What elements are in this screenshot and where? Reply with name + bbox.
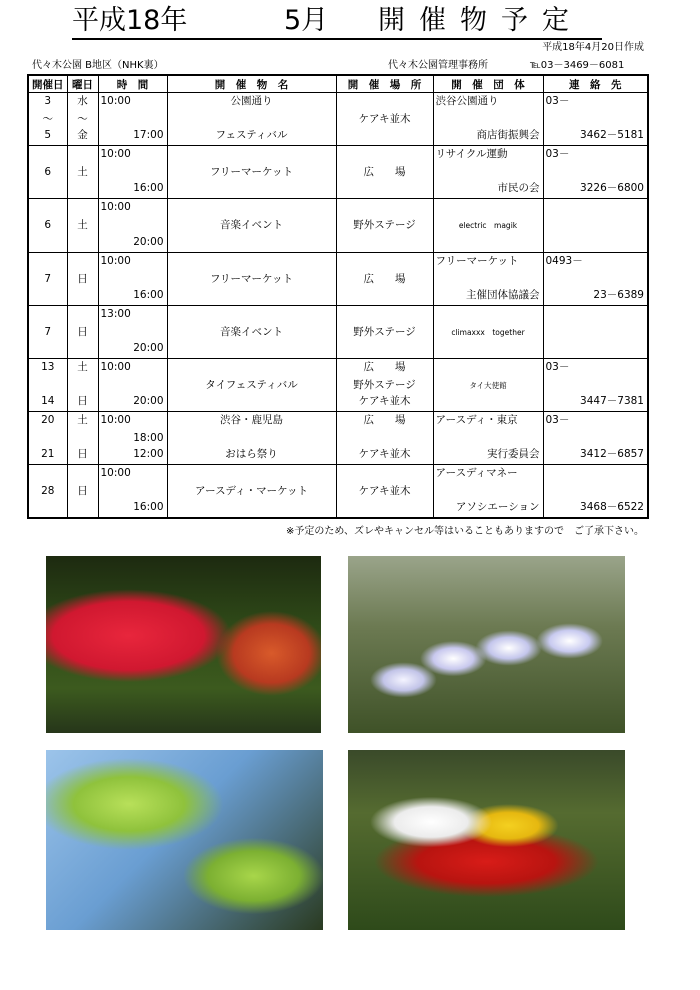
office-phone: ℡03－3469－6081	[530, 60, 625, 71]
date-line-1: 3	[44, 95, 52, 107]
cell-event	[167, 199, 336, 252]
cell-contact	[543, 199, 648, 252]
weekday-line-2: 土	[77, 166, 88, 179]
venue-line-2: ケアキ並木	[358, 113, 411, 125]
venue-line-2: 広 場	[363, 272, 406, 285]
table-row	[28, 412, 648, 465]
cell-weekday	[67, 252, 98, 305]
header-contact: 連 絡 先	[543, 75, 648, 93]
header-weekday: 曜日	[67, 75, 98, 93]
date-line-3: 21	[41, 448, 55, 461]
venue-line-1: 広 場	[363, 414, 406, 427]
cell-contact	[543, 146, 648, 199]
table-row	[28, 358, 648, 411]
contact-line-1: 03－	[545, 148, 570, 161]
date-line-2: 7	[44, 325, 52, 338]
organizer-line-1: フリーマーケット	[435, 254, 519, 267]
venue-line-2: 広 場	[363, 166, 406, 179]
time-line-3: 20:00	[133, 395, 164, 408]
event-line-2: 音楽イベント	[220, 219, 283, 232]
contact-line-1: 03－	[545, 414, 570, 427]
date-line-3: 14	[41, 395, 55, 408]
cell-date	[28, 146, 67, 199]
cell-date	[28, 93, 67, 146]
date-line-3: 5	[44, 129, 52, 142]
cell-organizer	[433, 358, 543, 411]
cell-weekday	[67, 465, 98, 518]
contact-line-3: 3468－6522	[580, 501, 644, 513]
time-line-3: 12:00	[133, 448, 164, 461]
cell-date	[28, 358, 67, 411]
date-line-1: 20	[41, 414, 55, 427]
weekday-line-2: 日	[77, 325, 88, 338]
organizer-line-1: アースディ・東京	[435, 414, 518, 427]
cell-event	[167, 252, 336, 305]
cell-time	[98, 412, 167, 465]
table-row	[28, 199, 648, 252]
cell-contact	[543, 93, 648, 146]
cell-weekday	[67, 146, 98, 199]
weekday-line-1: 土	[77, 360, 88, 373]
cell-organizer	[433, 305, 543, 358]
organizer-line-1: 渋谷公園通り	[435, 95, 499, 107]
table-row	[28, 252, 648, 305]
organizer-line-3: 市民の会	[497, 182, 540, 195]
venue-line-2: ケアキ並木	[358, 485, 411, 498]
weekday-line-2: 日	[77, 272, 88, 285]
cell-venue	[336, 252, 433, 305]
cell-event	[167, 146, 336, 199]
title-main: 開催物予定	[378, 5, 583, 36]
venue-line-1: 広 場	[363, 360, 406, 373]
page-title	[72, 4, 602, 40]
time-line-1: 10:00	[100, 95, 131, 107]
table-header-row	[28, 75, 648, 93]
time-line-3: 17:00	[133, 129, 164, 142]
cell-venue	[336, 412, 433, 465]
table-row	[28, 465, 648, 518]
header-date: 開催日	[28, 75, 67, 93]
organizer-line-2: climaxxx together	[451, 327, 525, 337]
cell-event	[167, 465, 336, 518]
event-line-2: アースディ・マーケット	[194, 485, 309, 498]
event-line-2: フリーマーケット	[209, 166, 294, 179]
date-line-2: ～	[42, 113, 53, 125]
title-era: 平成18年	[72, 5, 188, 36]
iris-photo	[348, 556, 625, 733]
date-line-2: 28	[41, 485, 55, 498]
cell-venue	[336, 305, 433, 358]
maple-leaves-photo	[46, 750, 323, 930]
weekday-line-1: 水	[77, 95, 88, 107]
weekday-line-2: ～	[77, 113, 88, 125]
cell-time	[98, 465, 167, 518]
organizer-line-1: リサイクル運動	[435, 148, 508, 161]
cell-time	[98, 252, 167, 305]
weekday-line-2: 土	[77, 219, 88, 232]
venue-line-2: 野外ステージ	[353, 378, 416, 391]
event-line-2: タイフェスティバル	[205, 378, 298, 391]
cell-contact	[543, 412, 648, 465]
header-event: 開 催 物 名	[167, 75, 336, 93]
contact-line-3: 3462－5181	[580, 129, 644, 142]
venue-line-2: 野外ステージ	[353, 325, 416, 338]
table-row	[28, 146, 648, 199]
event-line-1: 渋谷・鹿児島	[220, 414, 283, 427]
event-line-2: 音楽イベント	[220, 325, 283, 338]
cell-venue	[336, 93, 433, 146]
office-name: 代々木公園管理事務所	[388, 60, 488, 71]
cell-weekday	[67, 199, 98, 252]
cell-contact	[543, 358, 648, 411]
tulip-photo	[348, 750, 625, 930]
event-line-3: フェスティバル	[215, 129, 288, 142]
cell-organizer	[433, 252, 543, 305]
cell-event	[167, 305, 336, 358]
contact-line-1: 0493－	[545, 254, 583, 267]
created-date: 平成18年4月20日作成	[542, 42, 644, 53]
cell-time	[98, 199, 167, 252]
schedule-note: ※予定のため、ズレやキャンセル等はいることもありますので ご了承下さい。	[286, 526, 644, 537]
organizer-line-2: タイ大使館	[469, 380, 507, 390]
contact-line-3: 3447－7381	[580, 395, 644, 408]
cell-weekday	[67, 412, 98, 465]
venue-line-3: ケアキ並木	[358, 395, 411, 408]
cell-time	[98, 358, 167, 411]
header-venue: 開 催 場 所	[336, 75, 433, 93]
time-line-1: 10:00	[100, 201, 131, 214]
weekday-line-2: 日	[77, 485, 88, 498]
header-organizer: 開 催 団 体	[433, 75, 543, 93]
cell-venue	[336, 199, 433, 252]
cell-event	[167, 93, 336, 146]
date-line-1: 13	[41, 360, 55, 373]
contact-line-1: 03－	[545, 95, 570, 107]
cell-date	[28, 252, 67, 305]
time-line-1: 10:00	[100, 360, 131, 373]
time-line-3: 20:00	[133, 235, 164, 248]
cell-organizer	[433, 412, 543, 465]
table-row	[28, 93, 648, 146]
azalea-photo	[46, 556, 321, 733]
contact-line-3: 3412－6857	[580, 448, 644, 461]
time-line-3: 16:00	[133, 288, 164, 301]
cell-time	[98, 146, 167, 199]
cell-weekday	[67, 93, 98, 146]
organizer-line-2: electric magik	[458, 221, 518, 231]
venue-line-3: ケアキ並木	[358, 448, 411, 461]
weekday-line-1: 土	[77, 414, 88, 427]
time-line-1: 13:00	[100, 307, 131, 320]
schedule-table	[27, 74, 649, 519]
cell-time	[98, 305, 167, 358]
event-line-3: おはら祭り	[225, 448, 278, 461]
cell-organizer	[433, 199, 543, 252]
date-line-2: 7	[44, 272, 52, 285]
cell-date	[28, 412, 67, 465]
cell-date	[28, 305, 67, 358]
organizer-line-1: アースディマネー	[435, 467, 518, 480]
time-line-1: 10:00	[100, 467, 131, 480]
date-line-2: 6	[44, 166, 52, 179]
organizer-line-3: 主催団体協議会	[466, 288, 540, 301]
contact-line-1: 03－	[545, 360, 570, 373]
table-row	[28, 305, 648, 358]
cell-date	[28, 199, 67, 252]
time-line-1: 10:00	[100, 414, 131, 427]
park-location: 代々木公園 B地区（NHK裏）	[32, 60, 164, 71]
organizer-line-3: 実行委員会	[487, 448, 540, 461]
date-line-2: 6	[44, 219, 52, 232]
organizer-line-3: アソシエーション	[455, 501, 540, 513]
header-time: 時 間	[98, 75, 167, 93]
cell-contact	[543, 305, 648, 358]
time-line-3: 16:00	[133, 182, 164, 195]
time-line-3: 16:00	[133, 501, 164, 513]
weekday-line-3: 日	[77, 448, 88, 461]
cell-time	[98, 93, 167, 146]
venue-line-2: 野外ステージ	[353, 219, 416, 232]
cell-organizer	[433, 146, 543, 199]
cell-contact	[543, 252, 648, 305]
time-line-2: 18:00	[133, 432, 164, 445]
cell-venue	[336, 146, 433, 199]
weekday-line-3: 金	[77, 129, 88, 142]
event-line-2: フリーマーケット	[209, 272, 294, 285]
cell-contact	[543, 465, 648, 518]
cell-weekday	[67, 358, 98, 411]
cell-date	[28, 465, 67, 518]
cell-weekday	[67, 305, 98, 358]
cell-venue	[336, 465, 433, 518]
title-month: 5月	[284, 5, 329, 36]
contact-line-3: 23－6389	[593, 288, 644, 301]
event-line-1: 公園通り	[230, 95, 273, 107]
cell-venue	[336, 358, 433, 411]
weekday-line-3: 日	[77, 395, 88, 408]
cell-organizer	[433, 465, 543, 518]
time-line-1: 10:00	[100, 148, 131, 161]
cell-event	[167, 412, 336, 465]
organizer-line-3: 商店街振興会	[476, 129, 540, 142]
time-line-1: 10:00	[100, 254, 131, 267]
cell-event	[167, 358, 336, 411]
contact-line-3: 3226－6800	[580, 182, 644, 195]
cell-organizer	[433, 93, 543, 146]
time-line-3: 20:00	[133, 341, 164, 354]
